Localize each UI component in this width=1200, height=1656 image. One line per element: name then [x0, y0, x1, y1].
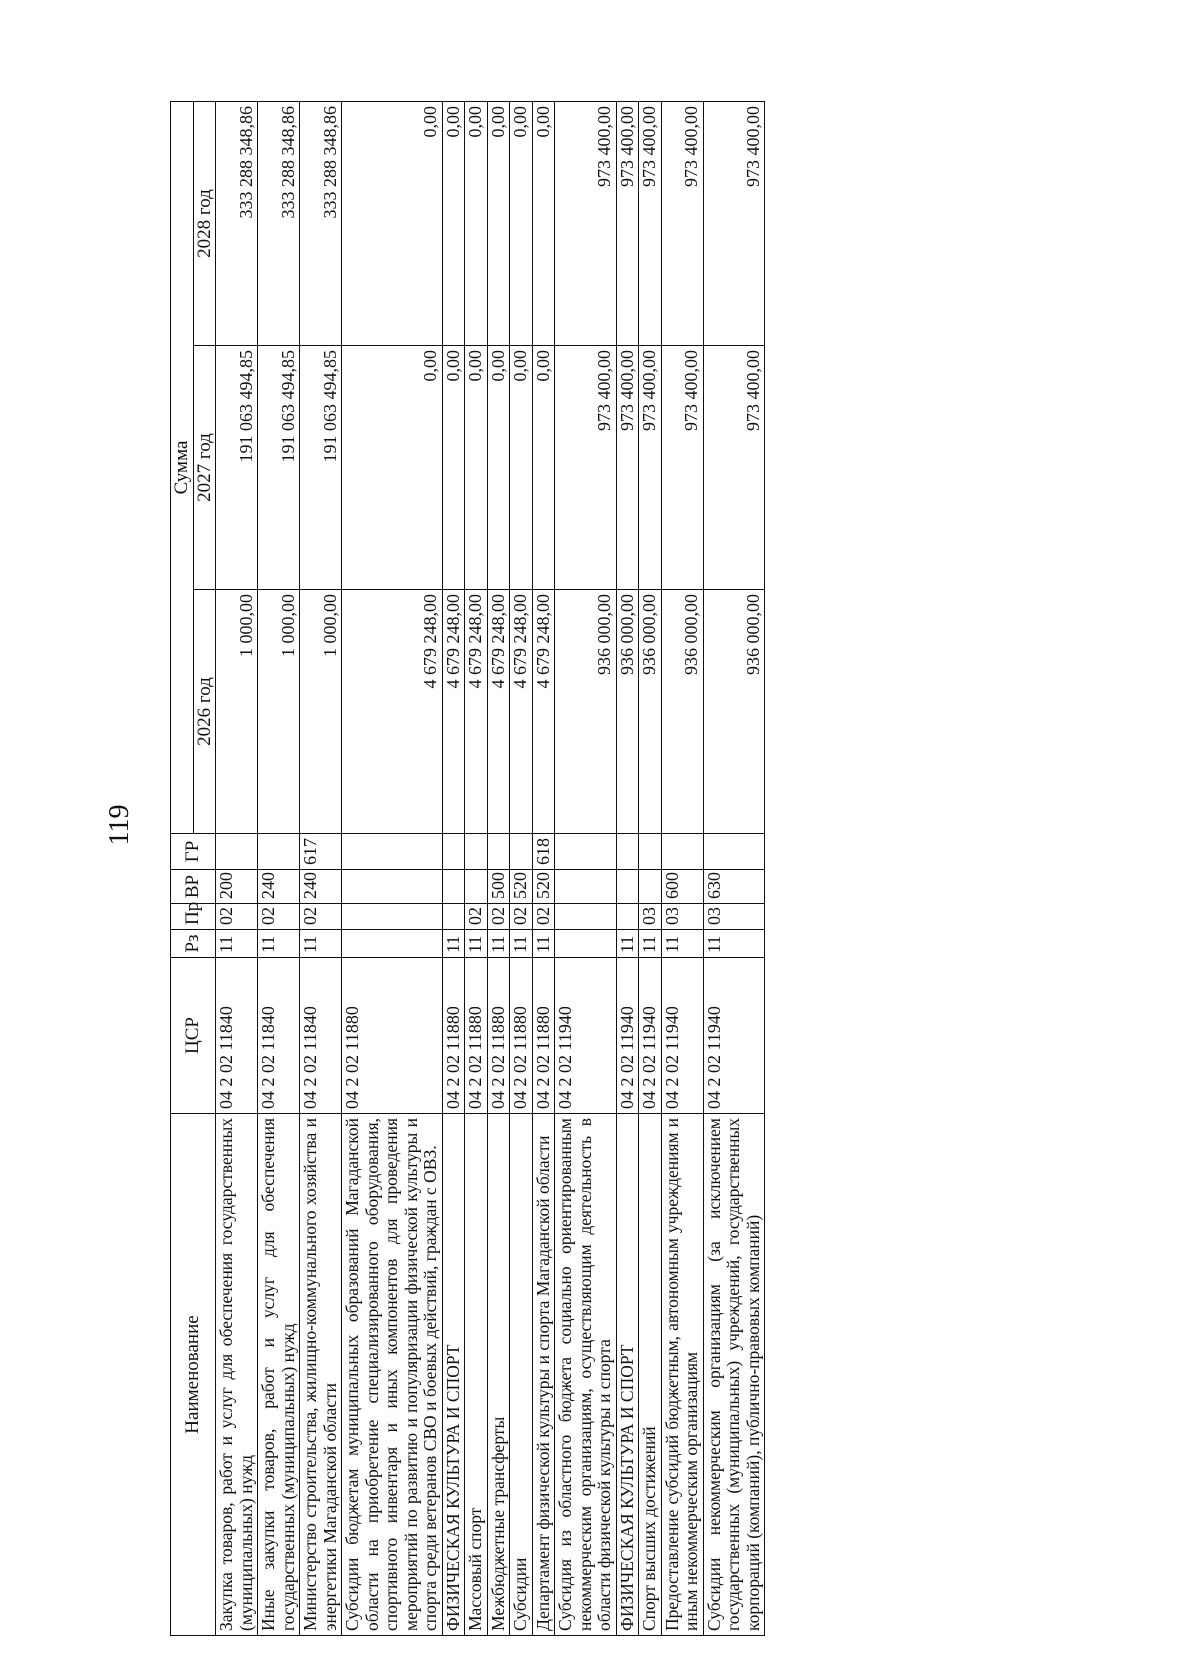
- cell-gr: 618: [532, 834, 555, 870]
- table-row: [639, 102, 662, 1636]
- table-row: [703, 102, 765, 1636]
- cell-vr: [555, 870, 617, 904]
- cell-vr: [639, 870, 662, 904]
- cell-vr: 240: [258, 870, 300, 904]
- cell-2027: 973 400,00: [555, 346, 617, 590]
- cell-vr: 500: [487, 870, 510, 904]
- cell-csr: 04 2 02 11940: [703, 958, 765, 1114]
- cell-csr: 04 2 02 11940: [616, 958, 639, 1114]
- cell-2028: 0,00: [465, 102, 488, 346]
- cell-2026: 1 000,00: [258, 590, 300, 834]
- cell-2026: 4 679 248,00: [510, 590, 533, 834]
- cell-2028: 333 288 348,86: [216, 102, 258, 346]
- cell-2026: 4 679 248,00: [342, 590, 443, 834]
- cell-vr: 240: [300, 870, 342, 904]
- cell-2027: 973 400,00: [639, 346, 662, 590]
- cell-2028: 973 400,00: [639, 102, 662, 346]
- cell-2028: 333 288 348,86: [258, 102, 300, 346]
- header-gr: ГР: [171, 834, 216, 870]
- cell-csr: 04 2 02 11880: [532, 958, 555, 1114]
- cell-2026: 1 000,00: [300, 590, 342, 834]
- cell-rz: 11: [532, 930, 555, 958]
- cell-gr: [639, 834, 662, 870]
- cell-2027: 973 400,00: [661, 346, 703, 590]
- cell-pr: 02: [258, 904, 300, 930]
- cell-gr: 617: [300, 834, 342, 870]
- cell-pr: [342, 904, 443, 930]
- cell-vr: 520: [532, 870, 555, 904]
- cell-pr: 02: [532, 904, 555, 930]
- cell-gr: [442, 834, 465, 870]
- table-row: [616, 102, 639, 1636]
- header-2026: 2026 год: [193, 590, 216, 834]
- cell-2028: 0,00: [442, 102, 465, 346]
- cell-csr: 04 2 02 11940: [555, 958, 617, 1114]
- cell-rz: 11: [661, 930, 703, 958]
- cell-vr: 600: [661, 870, 703, 904]
- cell-rz: [342, 930, 443, 958]
- cell-pr: [616, 904, 639, 930]
- cell-vr: 200: [216, 870, 258, 904]
- cell-name: Субсидия из областного бюджета социально ориентированным некоммерческим организациям, осуществляющим деятельность в области физической культуры и спорта: [555, 1114, 617, 1636]
- table-row: [216, 102, 258, 1636]
- cell-2026: 4 679 248,00: [487, 590, 510, 834]
- cell-rz: 11: [703, 930, 765, 958]
- table-header: [171, 102, 216, 1636]
- cell-2028: 0,00: [532, 102, 555, 346]
- cell-csr: 04 2 02 11880: [442, 958, 465, 1114]
- cell-pr: 02: [465, 904, 488, 930]
- header-2027: 2027 год: [193, 346, 216, 590]
- cell-2028: 0,00: [487, 102, 510, 346]
- cell-gr: [487, 834, 510, 870]
- cell-csr: 04 2 02 11880: [487, 958, 510, 1114]
- cell-name: Субсидии некоммерческим организациям (за исключением государственных (муниципальных) учреждений, государственных корпораций (компаний), публично-правовых компаний): [703, 1114, 765, 1636]
- cell-rz: 11: [616, 930, 639, 958]
- cell-csr: 04 2 02 11840: [216, 958, 258, 1114]
- cell-name: Департамент физической культуры и спорта Магаданской области: [532, 1114, 555, 1636]
- cell-rz: 11: [442, 930, 465, 958]
- header-csr: ЦСР: [171, 958, 216, 1114]
- cell-2026: 4 679 248,00: [465, 590, 488, 834]
- cell-rz: 11: [300, 930, 342, 958]
- table-row: [465, 102, 488, 1636]
- cell-vr: 520: [510, 870, 533, 904]
- budget-table: [170, 101, 765, 1636]
- cell-2027: 0,00: [510, 346, 533, 590]
- cell-name: ФИЗИЧЕСКАЯ КУЛЬТУРА И СПОРТ: [616, 1114, 639, 1636]
- cell-gr: [258, 834, 300, 870]
- header-sum: Сумма: [171, 102, 194, 834]
- table-row: [555, 102, 617, 1636]
- cell-pr: 02: [510, 904, 533, 930]
- table-body: [216, 102, 765, 1636]
- cell-csr: 04 2 02 11940: [639, 958, 662, 1114]
- cell-name: Субсидии: [510, 1114, 533, 1636]
- cell-2028: 0,00: [510, 102, 533, 346]
- cell-2027: 0,00: [465, 346, 488, 590]
- cell-2026: 4 679 248,00: [442, 590, 465, 834]
- page-number: 119: [104, 804, 135, 846]
- cell-2028: 973 400,00: [703, 102, 765, 346]
- cell-gr: [703, 834, 765, 870]
- cell-csr: 04 2 02 11880: [510, 958, 533, 1114]
- table-row: [487, 102, 510, 1636]
- cell-name: Иные закупки товаров, работ и услуг для обеспечения государственных (муниципальных) нужд: [258, 1114, 300, 1636]
- cell-csr: 04 2 02 11940: [661, 958, 703, 1114]
- table-row: [532, 102, 555, 1636]
- cell-2026: 936 000,00: [639, 590, 662, 834]
- cell-2027: 973 400,00: [616, 346, 639, 590]
- header-rz: Рз: [171, 930, 216, 958]
- cell-vr: [442, 870, 465, 904]
- cell-2028: 333 288 348,86: [300, 102, 342, 346]
- cell-2027: 0,00: [532, 346, 555, 590]
- cell-2026: 936 000,00: [703, 590, 765, 834]
- cell-rz: 11: [258, 930, 300, 958]
- cell-rz: 11: [216, 930, 258, 958]
- cell-csr: 04 2 02 11880: [342, 958, 443, 1114]
- cell-vr: 630: [703, 870, 765, 904]
- header-pr: Пр: [171, 904, 216, 930]
- cell-name: Массовый спорт: [465, 1114, 488, 1636]
- table-row: [442, 102, 465, 1636]
- cell-vr: [342, 870, 443, 904]
- header-name: Наименование: [171, 1114, 216, 1636]
- cell-name: Закупка товаров, работ и услуг для обеспечения государственных (муниципальных) нужд: [216, 1114, 258, 1636]
- cell-name: Межбюджетные трансферты: [487, 1114, 510, 1636]
- cell-2028: 973 400,00: [555, 102, 617, 346]
- cell-2027: 0,00: [342, 346, 443, 590]
- cell-gr: [342, 834, 443, 870]
- cell-2026: 1 000,00: [216, 590, 258, 834]
- cell-2026: 936 000,00: [616, 590, 639, 834]
- cell-pr: 02: [487, 904, 510, 930]
- cell-vr: [616, 870, 639, 904]
- header-2028: 2028 год: [193, 102, 216, 346]
- cell-2027: 191 063 494,85: [216, 346, 258, 590]
- cell-name: Субсидии бюджетам муниципальных образований Магаданской области на приобретение специализированного оборудования, спортивного инвентаря и иных компонентов для проведения мероприятий по развитию и популяризации физической культуры и спорта среди ветеранов СВО и боевых действий, граждан с ОВЗ.: [342, 1114, 443, 1636]
- cell-gr: [216, 834, 258, 870]
- cell-2027: 0,00: [442, 346, 465, 590]
- cell-2028: 0,00: [342, 102, 443, 346]
- cell-vr: [465, 870, 488, 904]
- cell-csr: 04 2 02 11840: [258, 958, 300, 1114]
- cell-gr: [661, 834, 703, 870]
- cell-gr: [465, 834, 488, 870]
- header-vr: ВР: [171, 870, 216, 904]
- cell-pr: 02: [216, 904, 258, 930]
- table-row: [661, 102, 703, 1636]
- table-row: [258, 102, 300, 1636]
- cell-name: Министерство строительства, жилищно-коммунального хозяйства и энергетики Магаданской области: [300, 1114, 342, 1636]
- table-row: [510, 102, 533, 1636]
- table-row: [342, 102, 443, 1636]
- cell-rz: 11: [487, 930, 510, 958]
- cell-2026: 4 679 248,00: [532, 590, 555, 834]
- cell-gr: [616, 834, 639, 870]
- cell-gr: [510, 834, 533, 870]
- cell-2027: 973 400,00: [703, 346, 765, 590]
- cell-2026: 936 000,00: [661, 590, 703, 834]
- cell-pr: 02: [300, 904, 342, 930]
- table-row: [300, 102, 342, 1636]
- cell-pr: [555, 904, 617, 930]
- cell-pr: 03: [703, 904, 765, 930]
- cell-2027: 191 063 494,85: [300, 346, 342, 590]
- cell-2028: 973 400,00: [616, 102, 639, 346]
- cell-2028: 973 400,00: [661, 102, 703, 346]
- cell-pr: [442, 904, 465, 930]
- cell-pr: 03: [639, 904, 662, 930]
- cell-name: Предоставление субсидий бюджетным, автономным учреждениям и иным некоммерческим организациям: [661, 1114, 703, 1636]
- cell-2027: 191 063 494,85: [258, 346, 300, 590]
- cell-2027: 0,00: [487, 346, 510, 590]
- cell-name: ФИЗИЧЕСКАЯ КУЛЬТУРА И СПОРТ: [442, 1114, 465, 1636]
- cell-csr: 04 2 02 11840: [300, 958, 342, 1114]
- cell-rz: 11: [465, 930, 488, 958]
- cell-rz: 11: [639, 930, 662, 958]
- cell-csr: 04 2 02 11880: [465, 958, 488, 1114]
- cell-2026: 936 000,00: [555, 590, 617, 834]
- cell-pr: 03: [661, 904, 703, 930]
- cell-gr: [555, 834, 617, 870]
- rotated-table-container: [170, 102, 1082, 1636]
- cell-rz: 11: [510, 930, 533, 958]
- cell-rz: [555, 930, 617, 958]
- cell-name: Спорт высших достижений: [639, 1114, 662, 1636]
